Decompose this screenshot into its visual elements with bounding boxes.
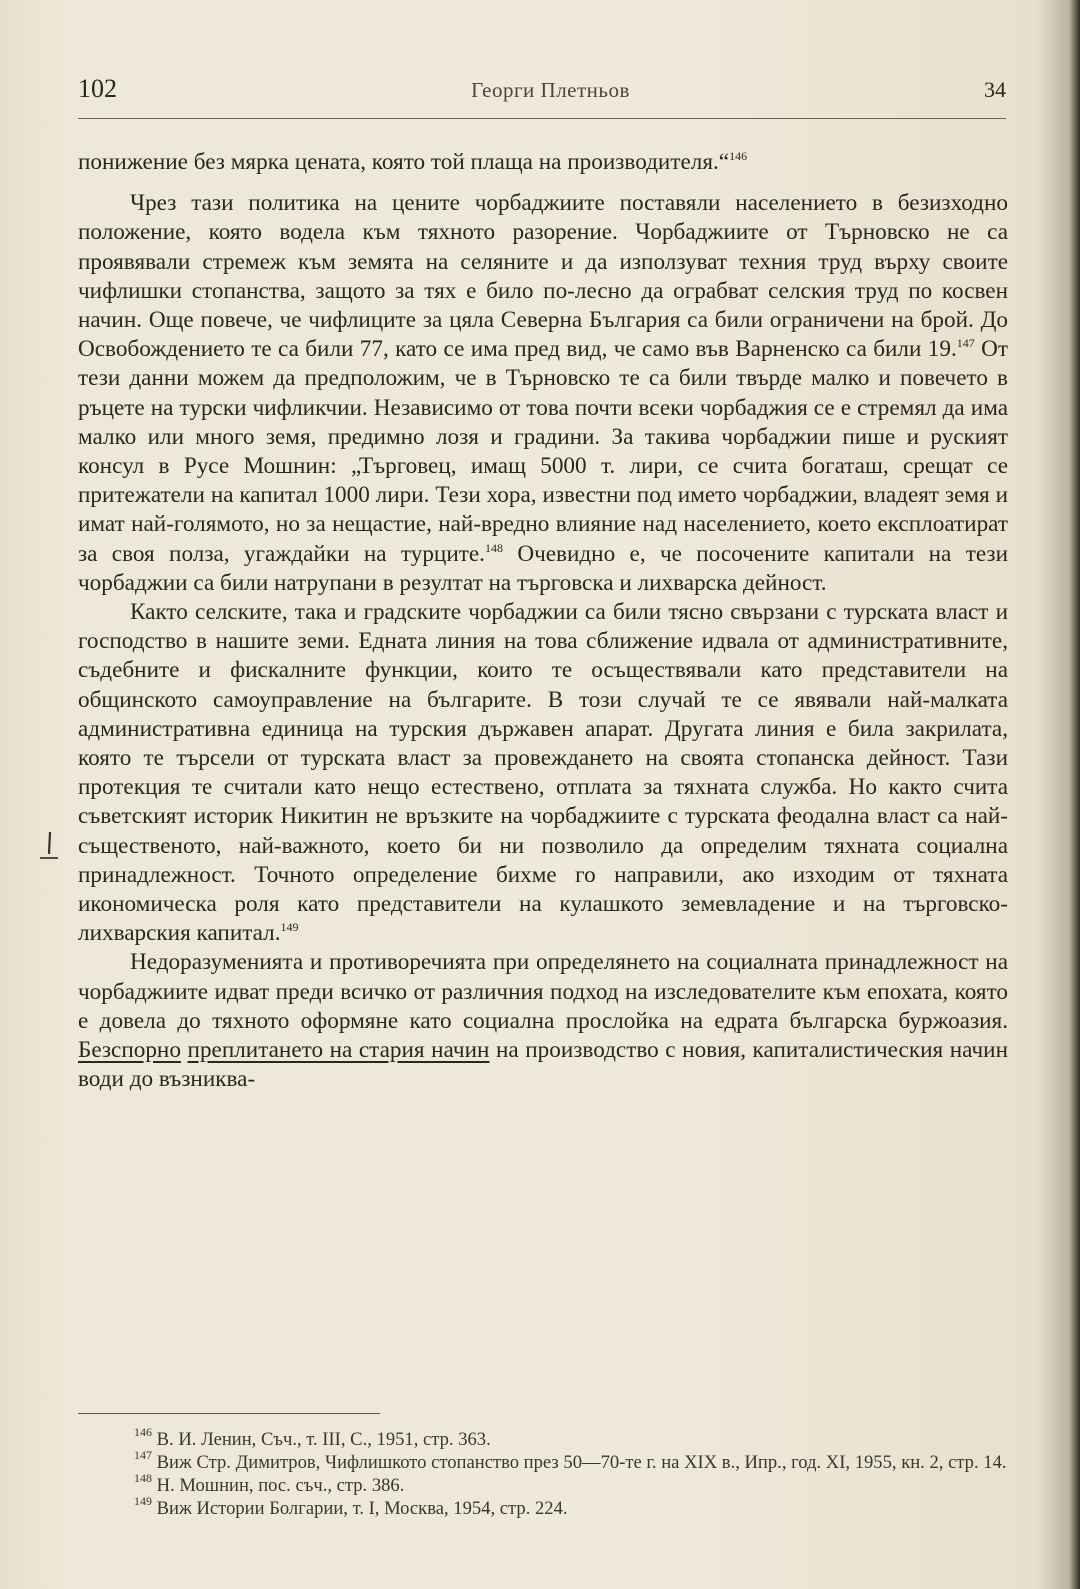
footnote-ref: 146 (729, 149, 748, 163)
main-text (78, 148, 1008, 1095)
footnote-ref: 148 (484, 540, 503, 555)
footnote-ref: 147 (956, 336, 975, 351)
footnote-ref: 149 (280, 920, 299, 935)
margin-annotation-mark (36, 828, 66, 868)
running-title: Георги Плетньов (471, 78, 630, 102)
footnote-divider (78, 1413, 380, 1414)
footnote: $^{148}$ Н. Мошнин, пос. съч., стр. 386. (134, 1471, 405, 1496)
paragraph: понижение без мярка цената, която той плаща на производителя.“$^{146}$ (78, 149, 748, 175)
page-number-right: 34 (984, 77, 1006, 102)
underlined-phrase: Безспорно (78, 1037, 181, 1064)
footnote: $^{147}$ Виж Стр. Димитров, Чифлишкото стопанство през 50—70-те г. на XIX в., Ипр., год. XI, 1955, кн. 2, стр. 14. (134, 1448, 1007, 1473)
page-number-left: 102 (78, 74, 117, 103)
paragraph: Както селските, така и градските чорбаджии са били тясно свързани с турската власт и господство в нашите земи. Едната линия на това сближение идвала от административните, съдебните и фискалните функции, които те осъществявали като представители на общинското самоуправление на българите. В този случай те се явявали най-малката административна единица на турския държавен апарат. Другата линия е била закрилата, която те търсели от турската власт за провеждането на своята стопанска дейност. Тази протекция те считали като нещо естествено, отплата за тяхната служба. Но както счита съветският историк Никитин не връзките на чорбаджиите с турската феодална власт са най-същественото, най-важното, което би ни позволило да определим тяхната социална принадлежност. Точното определение бихме го направили, ако изходим от тяхната икономическа роля като представители на кулашкото земевладение и на търговско-лихварския капитал.$^{149}$ (78, 599, 1008, 947)
footnote: $^{146}$ В. И. Ленин, Съч., т. III, С., 1951, стр. 363. (134, 1425, 491, 1450)
paragraph: Недоразуменията и противоречията при определянето на социалната принадлежност на чорбаджиите идват преди всичко от различния подход на изследователите към епохата, която е довела до тяхното оформяне като социална прослойка на едрата българска буржоазия. Безспорно преплитането на стария начин на производство с новия, капиталистическия начин води до възниква- (78, 949, 1008, 1093)
footnote: $^{149}$ Виж Истории Болгарии, т. I, Москва, 1954, стр. 224. (134, 1494, 568, 1519)
paragraph: Чрез тази политика на цените чорбаджиите поставяли населението в безизходно положение, която водела към тяхното разорение. Чорбаджиите от Търновско не са проявявали стремеж към земята на селяните и да използуват техния труд върху своите чифлишки стопанства, защото за тях е било по-лесно да ограбват селския труд по косвен начин. Още повече, че чифлиците за цяла Северна България са били ограничени на брой. До Освобождението те са били 77, като се има пред вид, че само във Варненско са били 19.$^{147}$ От тези данни можем да предположим, че в Търновско те са били твърде малко и повечето в ръцете на турски чифликчии. Независимо от това почти всеки чорбаджия се е стремял да има малко или много земя, предимно лозя и градини. За такива чорбаджии пише и руският консул в Русе Мошнин: „Търговец, имащ 5000 т. лири, се счита богаташ, срещат се притежатели на капитал 1000 лири. Тези хора, известни под името чорбаджии, владеят земя и имат най-голямото, но за нещастие, най-вредно влияние над населението, което експлоатират за своя полза, угаждайки на турците.$^{148}$ Очевидно е, че посочените капитали на тези чорбаджии са били натрупани в резултат на търговска и лихварска дейност. (78, 190, 1008, 596)
running-header (78, 74, 1006, 119)
footnotes (78, 1425, 1008, 1520)
underlined-phrase: преплитането на стария начин (187, 1037, 490, 1064)
